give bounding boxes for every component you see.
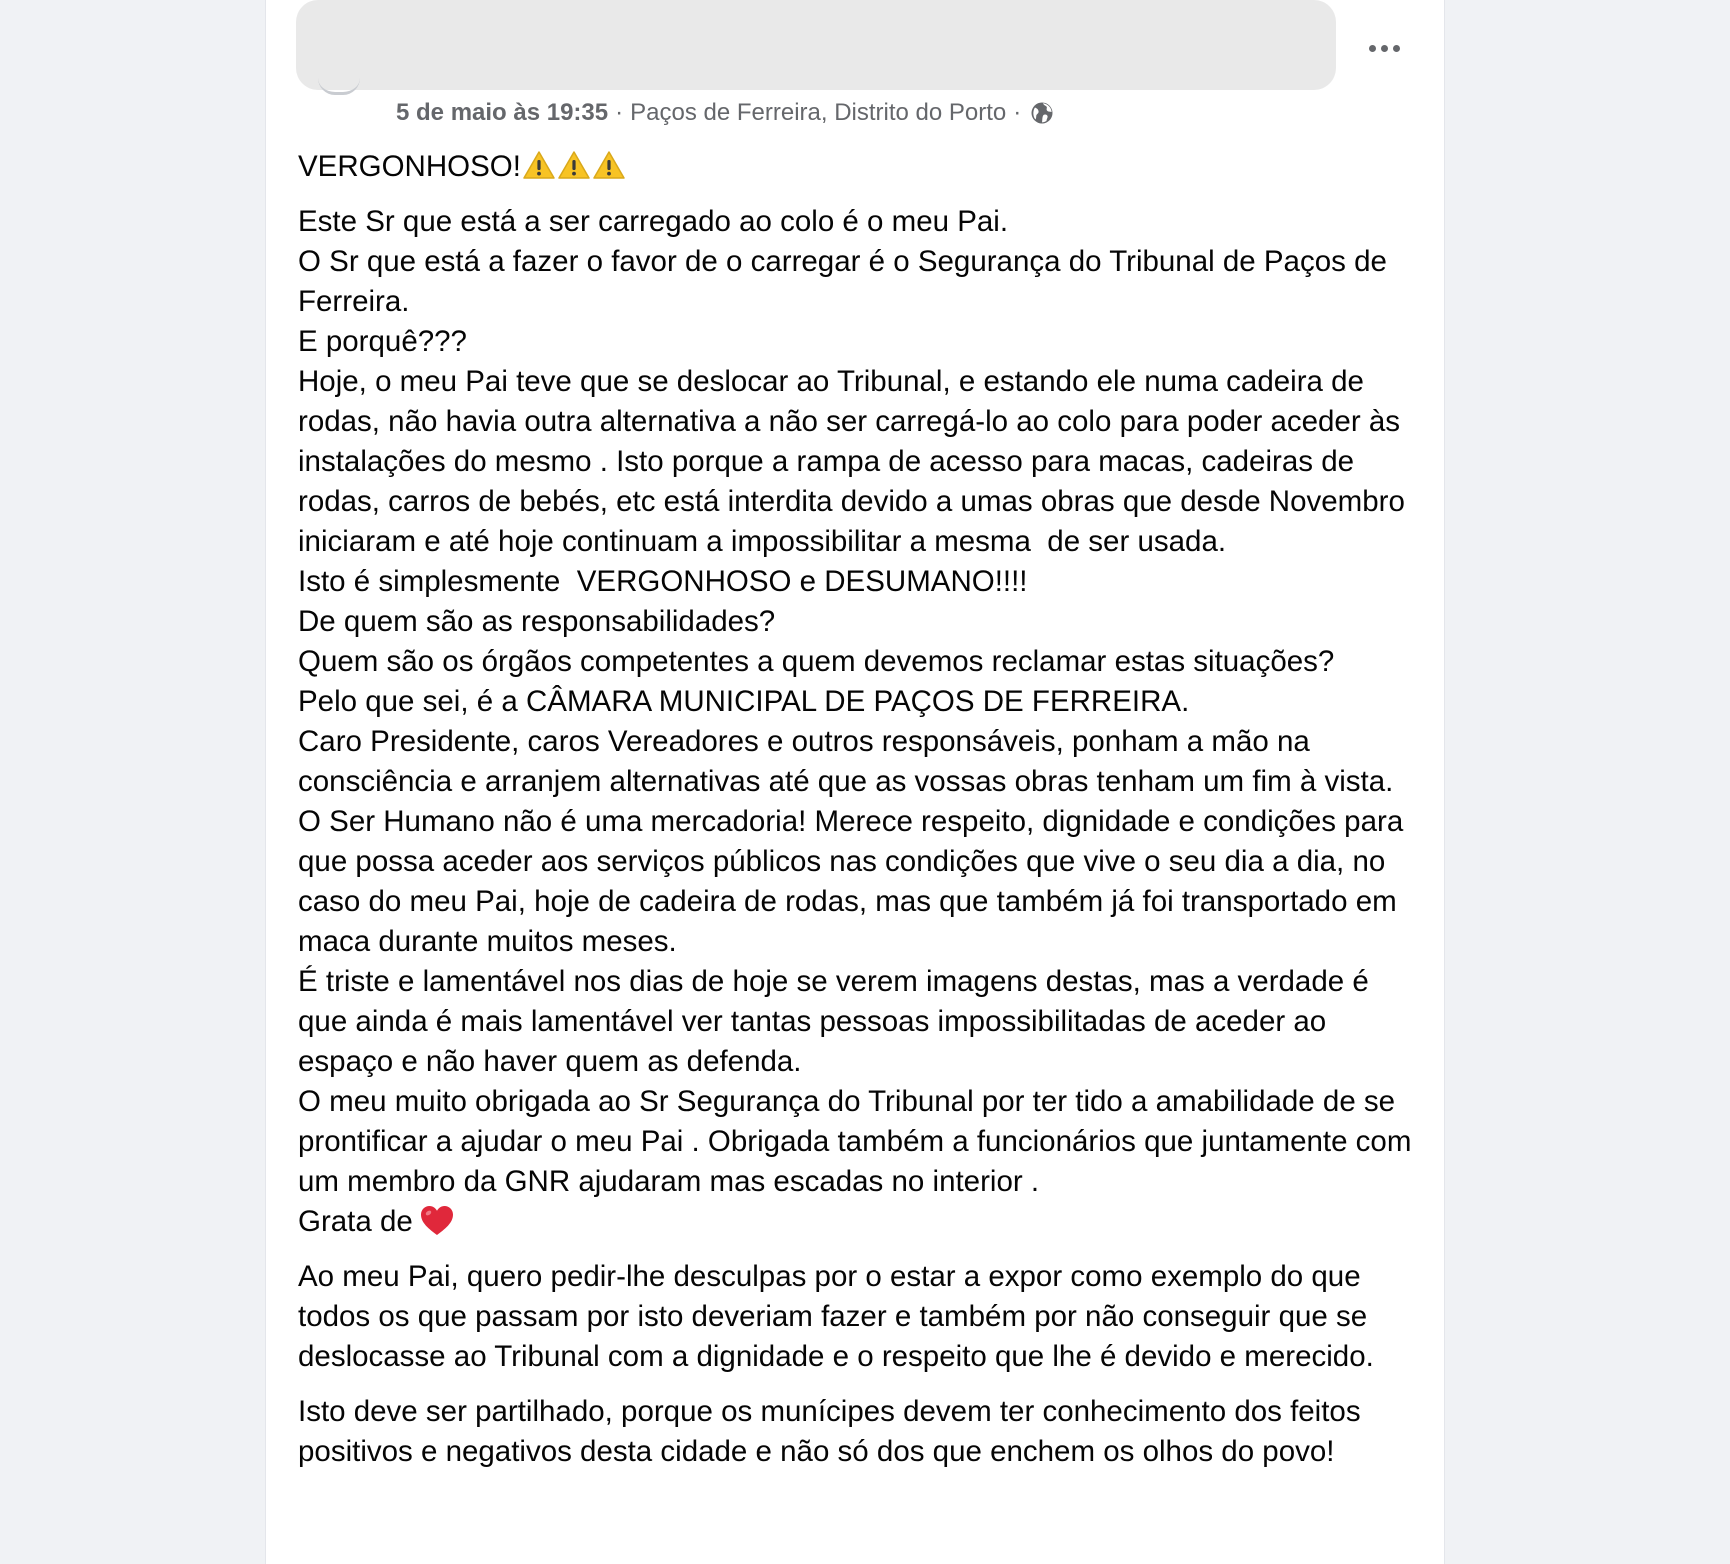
post-line: Quem são os órgãos competentes a quem devemos reclamar estas situações?	[298, 645, 1335, 678]
post-timestamp[interactable]: 5 de maio às 19:35	[396, 99, 609, 126]
post-line: É triste e lamentável nos dias de hoje se verem imagens destas, mas a verdade é que ainda é mais lamentável ver tantas pessoas impossibilitadas de aceder ao espaço e não haver quem as defenda.	[298, 965, 1377, 1078]
post-line: O Sr que está a fazer o favor de o carregar é o Segurança do Tribunal de Paços de Ferreira.	[298, 245, 1396, 318]
more-horizontal-icon	[1369, 45, 1376, 52]
post-body	[298, 147, 1418, 1487]
post-meta	[396, 96, 1054, 130]
meta-separator: ·	[615, 99, 624, 126]
warning-icon	[592, 150, 626, 180]
post-line: Caro Presidente, caros Vereadores e outros responsáveis, ponham a mão na consciência e arranjem alternativas até que as vossas obras tenham um fim à vista.	[298, 725, 1394, 798]
post-paragraph: Ao meu Pai, quero pedir-lhe desculpas por o estar a expor como exemplo do que todos os que passam por isto deveriam fazer e também por não conseguir que se deslocasse ao Tribunal com a dignidade e o respeito que lhe é devido e merecido.	[298, 1260, 1374, 1373]
post-card	[265, 0, 1445, 1564]
post-line: Pelo que sei, é a CÂMARA MUNICIPAL DE PAÇOS DE FERREIRA.	[298, 685, 1190, 718]
post-line: O Ser Humano não é uma mercadoria! Merece respeito, dignidade e condições para que possa aceder aos serviços públicos nas condições que vive o seu dia a dia, no caso do meu Pai, hoje de cadeira de rodas, mas que também já foi transportado em maca durante muitos meses.	[298, 805, 1412, 958]
post-location[interactable]: Paços de Ferreira, Distrito do Porto	[630, 99, 1007, 126]
post-line: O meu muito obrigada ao Sr Segurança do Tribunal por ter tido a amabilidade de se prontificar a ajudar o meu Pai . Obrigada também a funcionários que juntamente com um membro da GNR ajudaram mas escadas no interior .	[298, 1085, 1420, 1198]
post-line: E porquê???	[298, 325, 467, 358]
warning-icon	[522, 150, 556, 180]
post-closing-text: Grata de	[298, 1205, 413, 1238]
post-heading	[298, 147, 1418, 187]
post-line: Isto é simplesmente VERGONHOSO e DESUMANO!!!!	[298, 565, 1028, 598]
globe-icon[interactable]	[1030, 101, 1054, 125]
warning-icon	[557, 150, 591, 180]
post-closing-line	[298, 1202, 1418, 1242]
post-line: Hoje, o meu Pai teve que se deslocar ao Tribunal, e estando ele numa cadeira de rodas, não havia outra alternativa a não ser carregá-lo ao colo para poder aceder às instalações do mesmo . Isto porque a rampa de acesso para macas, cadeiras de rodas, carros de bebés, etc está interdita devido a umas obras que desde Novembro iniciaram e até hoje continuam a impossibilitar a mesma de ser usada.	[298, 365, 1414, 558]
post-line: Este Sr que está a ser carregado ao colo é o meu Pai.	[298, 205, 1009, 238]
avatar[interactable]	[318, 78, 360, 95]
redacted-author-header	[296, 0, 1336, 90]
post-paragraph	[298, 202, 1418, 1242]
post-line: De quem são as responsabilidades?	[298, 605, 776, 638]
post-heading-text: VERGONHOSO!	[298, 150, 521, 183]
heart-icon	[419, 1204, 455, 1237]
post-paragraph: Isto deve ser partilhado, porque os munícipes devem ter conhecimento dos feitos positivos e negativos desta cidade e não só dos que enchem os olhos do povo!	[298, 1395, 1361, 1468]
more-options-button[interactable]	[1354, 26, 1414, 70]
meta-separator: ·	[1013, 99, 1022, 126]
